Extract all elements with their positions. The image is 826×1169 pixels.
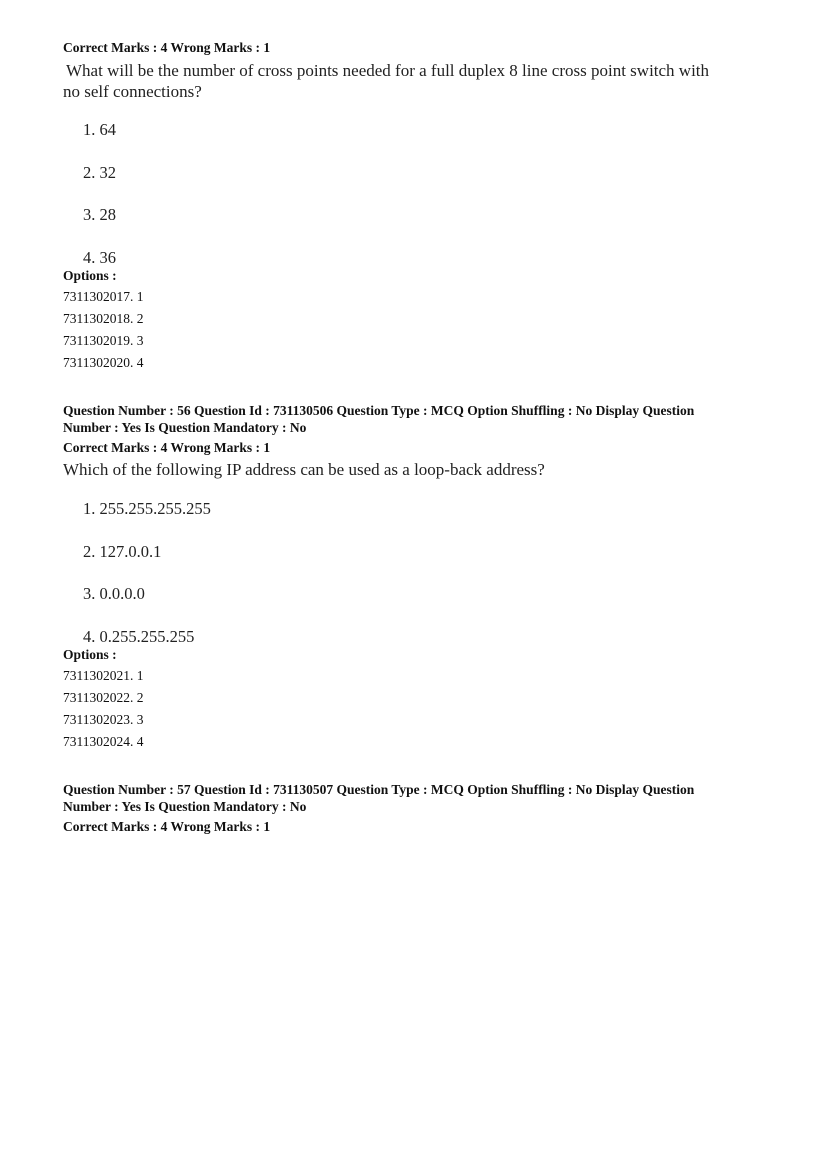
q57-header-line2: Number : Yes Is Question Mandatory : No — [63, 799, 307, 814]
q55-choice-3: 3. 28 — [83, 205, 116, 224]
q55-marks: Correct Marks : 4 Wrong Marks : 1 — [63, 40, 271, 55]
q56-marks: Correct Marks : 4 Wrong Marks : 1 — [63, 440, 271, 455]
q56-choice-3: 3. 0.0.0.0 — [83, 584, 145, 603]
q55-choice-1: 1. 64 — [83, 120, 116, 139]
q55-options-label: Options : — [63, 268, 117, 283]
q55-choice-2: 2. 32 — [83, 163, 116, 182]
q56-header-line1: Question Number : 56 Question Id : 731130506 Question Type : MCQ Option Shuffling : No Display Question — [63, 403, 695, 418]
q56-option-4: 7311302024. 4 — [63, 734, 144, 749]
q55-choice-4: 4. 36 — [83, 248, 116, 267]
q56-choice-1: 1. 255.255.255.255 — [83, 499, 211, 518]
q56-option-2: 7311302022. 2 — [63, 690, 144, 705]
q56-option-1: 7311302021. 1 — [63, 668, 144, 683]
q56-stem: Which of the following IP address can be used as a loop-back address? — [63, 460, 545, 479]
q56-choice-2: 2. 127.0.0.1 — [83, 542, 162, 561]
q55-stem-line2: no self connections? — [63, 82, 202, 101]
q55-option-3: 7311302019. 3 — [63, 333, 144, 348]
q55-stem-line1: What will be the number of cross points needed for a full duplex 8 line cross point switch with — [66, 61, 710, 80]
q57-header-line1: Question Number : 57 Question Id : 731130507 Question Type : MCQ Option Shuffling : No Display Question — [63, 782, 695, 797]
q55-option-4: 7311302020. 4 — [63, 355, 144, 370]
q56-options-label: Options : — [63, 647, 117, 662]
q55-option-1: 7311302017. 1 — [63, 289, 144, 304]
q57-marks: Correct Marks : 4 Wrong Marks : 1 — [63, 819, 271, 834]
q56-header-line2: Number : Yes Is Question Mandatory : No — [63, 420, 307, 435]
q56-option-3: 7311302023. 3 — [63, 712, 144, 727]
q56-choice-4: 4. 0.255.255.255 — [83, 627, 195, 646]
q55-option-2: 7311302018. 2 — [63, 311, 144, 326]
